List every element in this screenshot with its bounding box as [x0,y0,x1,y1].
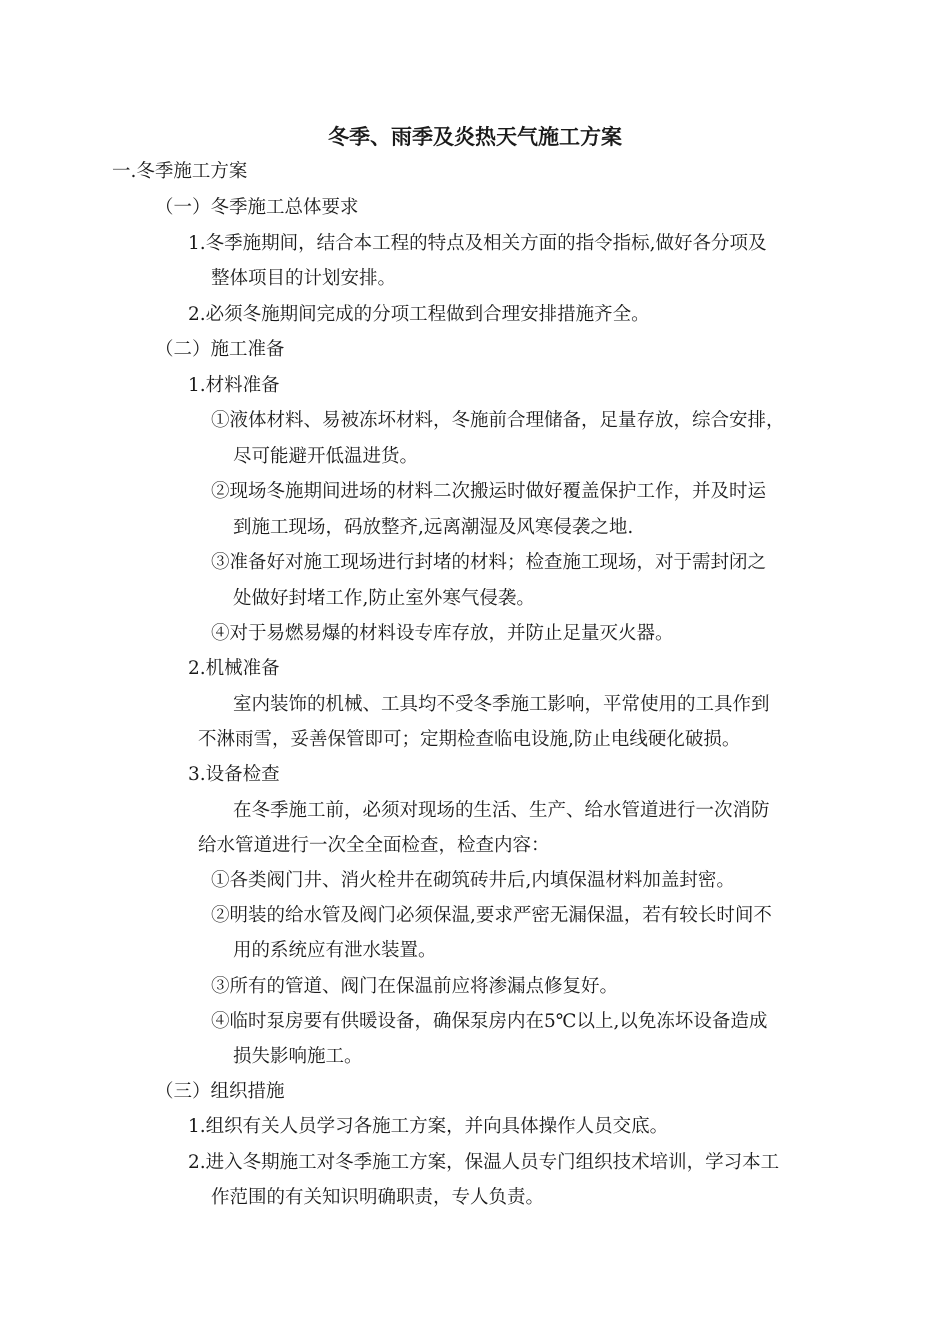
paragraph-line: 作范围的有关知识明确职责，专人负责。 [211,1187,545,1208]
subsection-heading: （一）冬季施工总体要求 [155,197,359,218]
paragraph-line: 整体项目的计划安排。 [211,268,397,289]
paragraph-line: ③准备好对施工现场进行封堵的材料；检查施工现场，对于需封闭之 [211,552,767,573]
paragraph-line: ③所有的管道、阀门在保温前应将渗漏点修复好。 [211,976,619,997]
paragraph-line: 1.冬季施期间，结合本工程的特点及相关方面的指令指标,做好各分项及 [188,233,767,254]
paragraph-line: 到施工现场，码放整齐,远离潮湿及风寒侵袭之地. [233,517,634,538]
paragraph-line: ②明装的给水管及阀门必须保温,要求严密无漏保温，若有较长时间不 [211,905,772,926]
paragraph-line: 1.组织有关人员学习各施工方案，并向具体操作人员交底。 [188,1116,669,1137]
paragraph-line: ①液体材料、易被冻坏材料，冬施前合理储备，足量存放，综合安排， [211,410,785,431]
paragraph-line: 损失影响施工。 [233,1046,363,1067]
subsection-heading: （三）组织措施 [155,1081,285,1102]
item-heading: 1.材料准备 [188,375,280,396]
paragraph-line: 不淋雨雪，妥善保管即可；定期检查临电设施,防止电线硬化破损。 [198,729,741,750]
section-heading: 一.冬季施工方案 [112,161,248,182]
document-title: 冬季、雨季及炎热天气施工方案 [328,124,622,149]
paragraph-line: 处做好封堵工作,防止室外寒气侵袭。 [233,588,535,609]
paragraph-line: 在冬季施工前，必须对现场的生活、生产、给水管道进行一次消防 [233,800,770,821]
paragraph-line: ②现场冬施期间进场的材料二次搬运时做好覆盖保护工作，并及时运 [211,481,767,502]
paragraph-line: 室内装饰的机械、工具均不受冬季施工影响，平常使用的工具作到 [233,694,770,715]
paragraph-line: ①各类阀门井、消火栓井在砌筑砖井后,内填保温材料加盖封密。 [211,870,735,891]
paragraph-line: 2.进入冬期施工对冬季施工方案，保温人员专门组织技术培训，学习本工 [188,1152,780,1173]
paragraph-line: 2.必须冬施期间完成的分项工程做到合理安排措施齐全。 [188,304,650,325]
subsection-heading: （二）施工准备 [155,339,285,360]
paragraph-line: ④对于易燃易爆的材料设专库存放，并防止足量灭火器。 [211,623,674,644]
paragraph-line: 用的系统应有泄水装置。 [233,940,437,961]
item-heading: 3.设备检查 [188,764,280,785]
paragraph-line: ④临时泵房要有供暖设备，确保泵房内在5℃以上,以免冻坏设备造成 [211,1011,768,1032]
item-heading: 2.机械准备 [188,658,280,679]
paragraph-line: 给水管道进行一次全全面检查，检查内容： [198,835,550,856]
paragraph-line: 尽可能避开低温进货。 [233,446,419,467]
